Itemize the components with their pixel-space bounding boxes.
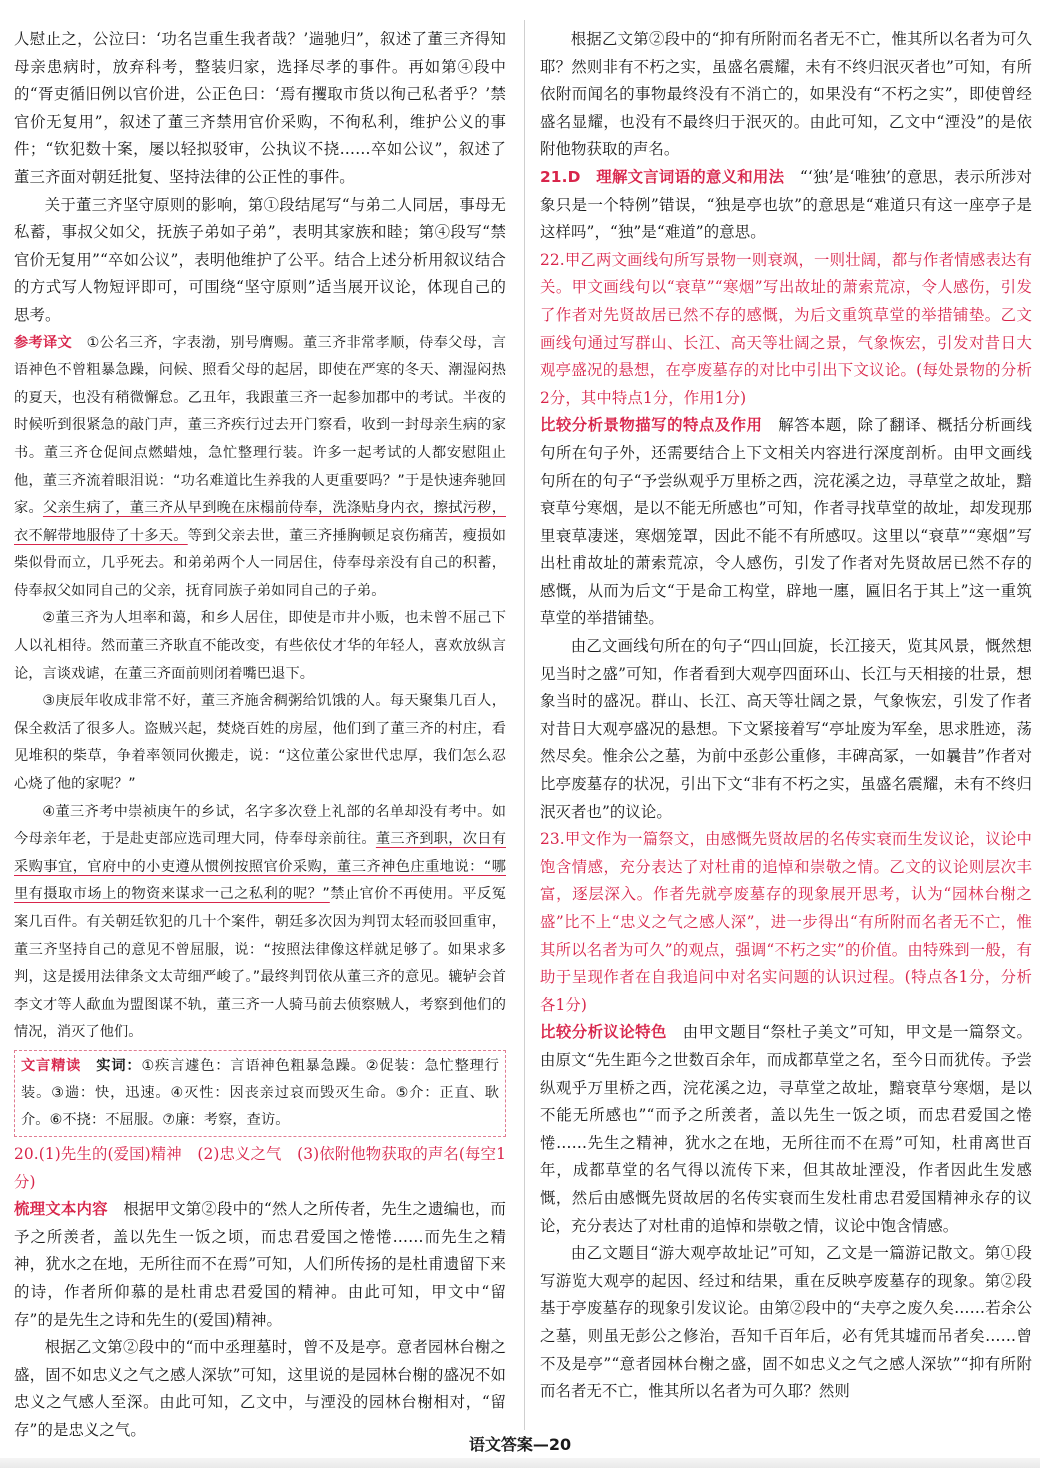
translation-para-2: ②董三齐为人坦率和蔼，和乡人居住，即使是市井小贩，也未曾不屈己下人以礼相待。然而董三齐耿直不能改变，有些依仗才华的年轻人，喜欢放纵言论，言谈戏谑，在董三齐面前则闭着嘴巴退下。	[14, 610, 506, 682]
paragraph	[540, 1019, 1032, 1240]
paragraph	[14, 1196, 506, 1334]
answer-21	[540, 164, 1032, 247]
page-footer: 语文答案—20	[468, 1435, 572, 1454]
section-tag: 比较分析议论特色	[540, 1023, 667, 1042]
text: 由甲文题目“祭杜子美文”可知，甲文是一篇祭文。由原文“先生距今之世数百余年，而成都草堂之名，至今日而犹传。予尝纵观乎万里桥之西，浣花溪之边，寻草堂之故址，黯衰草兮寒烟，是以不能无所感也”“而予之所羡者，盖以先生一饭之顷，而忠君爱国之惓惓……先生之精神，犹水之在地，无所往而不在焉”可知，杜甫离世百年，成都草堂的名气得以流传下来，但其故址湮没，作者因此生发感慨，然后由感慨先贤故居的名传实衰而生发杜甫忠君爱国精神永存的议论，充分表达了对杜甫的追悼和崇敬之情，议论中饱含情感。	[540, 1023, 1032, 1235]
paragraph: 由乙文画线句所在的句子“四山回旋，长江接天，览其风景，慨然想见当时之盛”可知，作者看到大观亭四面环山、长江与天相接的壮景，想象当时的盛况。群山、长江、高天等壮阔之景，气象恢宏，引发了作者对昔日大观亭盛况的悬想。下文紧接着写“亭址废为军垒，思求胜迹，荡然尽矣。惟余公之墓，为前中丞彭公重修，丰碑高冢，一如曩昔”作者对比亭废墓存的状况，引出下文“非有不朽之实，虽盛名震耀，未有不终归泯灭者也”的议论。	[540, 637, 1032, 821]
bottom-edge	[0, 1458, 1040, 1468]
section-tag: 梳理文本内容	[14, 1200, 108, 1219]
paragraph: 关于董三齐坚守原则的影响，第①段结尾写“与弟二人同居，事母无私蓄，事叔父如父，抚族子弟如子弟”，表明其家族和睦；第④段写“禁官价无复用”“卒如公议”，表明他维护了公平。结合上述分析用叙议结合的方式写人物短评即可，可围绕“坚守原则”适当展开议论，体现自己的思考。	[14, 195, 506, 324]
column-divider	[524, 20, 525, 1430]
text: “‘独’是‘唯独’的意思，表示所涉对象只是一个特例”错误，“独是亭也欤”的意思是“难道只有这一座亭子是这样吗”，“独”是“难道”的意思。	[540, 167, 1032, 242]
right-column	[540, 26, 1032, 1406]
section-tag: 比较分析景物描写的特点及作用	[540, 416, 763, 435]
translation-para-1	[14, 330, 506, 606]
paragraph: 根据乙文第②段中的“而中丞理墓时，曾不及是亭。意者园林台榭之盛，固不如忠义之气之感人深欤”可知，这里说的是园林台榭的盛况不如忠义之气感人至深。由此可知，乙文中，与湮没的园林台榭相对，“留存”的是忠义之气。	[14, 1338, 506, 1439]
paragraph: 人慰止之，公泣曰：‘功名岂重生我者哉？’遄驰归”，叙述了董三齐得知母亲患病时，放弃科考，整装归家，选择尽孝的事件。再如第④段中的“胥吏循旧例以官价进，公正色曰：‘焉有攫取市货以徇己私者乎？’禁官价无复用”，叙述了董三齐禁用官价采购，不徇私利，维护公义的事件；“钦犯数十案，屡以轻拟驳审，公执议不挠……卒如公议”，叙述了董三齐面对朝廷批复、坚持法律的公正性的事件。	[14, 30, 506, 186]
box-tag: 文言精读	[21, 1057, 82, 1074]
box-body: ①疾言遽色：言语神色粗暴急躁。②促装：急忙整理行装。③遄：快，迅速。④灭性：因丧亲过哀而毁灭生命。⑤介：正直、耿介。⑥不挠：不屈服。⑦廉：考察，查访。	[21, 1057, 500, 1128]
text: 解答本题，除了翻译、概括分析画线句所在句子外，还需要结合上下文相关内容进行深度剖析。由甲文画线句所在的句子“予尝纵观乎万里桥之西，浣花溪之边，寻草堂之故址，黯衰草兮寒烟，是以不能无所感也”可知，作者寻找草堂的故址，却发现那里衰草凄迷，寒烟笼罩，因此不能不有所感叹。这里以“衰草”“寒烟”写出杜甫故址的萧索荒凉，令人感伤，引发了作者对先贤故居已然不存的感慨，从而为后文“于是命工构堂，辟地一廛，匾旧名于其上”这一重筑草堂的举措铺垫。	[540, 416, 1032, 628]
answer-22: 22.甲乙两文画线句所写景物一则衰飒，一则壮阔，都与作者情感表达有关。甲文画线句以“衰草”“寒烟”写出故址的萧索荒凉，令人感伤，引发了作者对先贤故居已然不存的感慨，为后文重筑草堂的举措铺垫。乙文画线句通过写群山、长江、高天等壮阔之景，气象恢宏，引发对昔日大观亭盛况的悬想，在亭废墓存的对比中引出下文议论。(每处景物的分析2分，其中特点1分，作用1分)	[540, 250, 1032, 407]
text: 等到父亲去世，董三齐捶胸顿足哀伤痛苦，瘦损如柴似骨而立，几乎死去。和弟弟两个人一同居住，侍奉母亲没有自己的积蓄，侍奉叔父如同自己的父亲，抚育同族子弟如同自己的子弟。	[14, 527, 507, 599]
underlined-sentence: 董三齐到职，次日有采购事宜，官府中的小吏遵从惯例按照官价采购，董三齐神色庄重地说：“哪里有摄取市场上的物资来谋求一己之私利的呢？”	[14, 831, 506, 903]
section-tag: 参考译文	[14, 334, 73, 351]
underlined-sentence: 父亲生病了，董三齐从早到晚在床榻前侍奉，洗涤贴身内衣，擦拭污秽，衣不解带地服侍了十多天。	[14, 500, 506, 544]
answer-23: 23.甲文作为一篇祭文，由感慨先贤故居的名传实衰而生发议论，议论中饱含情感，充分表达了对杜甫的追悼和崇敬之情。乙文的议论则层次丰富，逐层深入。作者先就亭废墓存的现象展开思考，认为“园林台榭之盛”比不上“忠义之气之感人深”，进一步得出“有所附而名者无不亡，惟其所以名者为可久”的观点，强调“不朽之实”的价值。由特殊到一般，有助于呈现作者在自我追问中对名实问题的认识过程。(特点各1分，分析各1分)	[540, 830, 1032, 1014]
text: ①公名三齐，字表渤，别号膺赐。董三齐非常孝顺，侍奉父母，言语神色不曾粗暴急躁，问候、照看父母的起居，即使在严寒的冬天、潮湿闷热的夏天，也没有稍微懈怠。乙丑年，我跟董三齐一起参加郡中的考试。半夜的时候听到很紧急的敲门声，董三齐疾行过去开门察看，收到一封母亲生病的家书。董三齐仓促间点燃蜡烛，急忙整理行装。许多一起考试的人都安慰阻止他，董三齐流着眼泪说：“功名难道比生养我的人更重要吗？”于是快速奔驰回家。	[14, 334, 507, 517]
paragraph: 根据乙文第②段中的“抑有所附而名者无不亡，惟其所以名者为可久耶？然则非有不朽之实，虽盛名震耀，未有不终归泯灭者也”可知，有所依附而闻名的事物最终没有不消亡的，如果没有“不朽之实”，即使曾经盛名显耀，也没有不最终归于泯灭的。由此可知，乙文中“湮没”的是依附他物获取的声名。	[540, 30, 1032, 159]
text: 禁止官价不再使用。平反冤案几百件。有关朝廷钦犯的几十个案件，朝廷多次因为判罚太轻而驳回重审，董三齐坚持自己的意见不曾屈服，说：“按照法律像这样就足够了。如果求多判，这是援用法律条文太苛细严峻了。”最终判罚依从董三齐的意见。辘轳会首李文才等人歃血为盟图谋不轨，董三齐一人骑马前去侦察贼人，考察到他们的情况，消灭了他们。	[14, 886, 506, 1041]
translation-para-3: ③庚辰年收成非常不好，董三齐施舍稠粥给饥饿的人。每天聚集几百人，保全救活了很多人。盗贼兴起，焚烧百姓的房屋，他们到了董三齐的村庄，看见堆积的柴草，争着率领同伙搬走，说：“这位董公家世代忠厚，我们怎么忍心烧了他的家呢？”	[14, 693, 506, 793]
box-keyword: 实词：	[96, 1057, 142, 1074]
translation-para-4	[14, 799, 506, 1047]
paragraph	[540, 412, 1032, 633]
section-tag: 21.D 理解文言词语的意义和用法	[540, 167, 785, 186]
text: 根据甲文第②段中的“然人之所传者，先生之遗编也，而予之所羡者，盖以先生一饭之顷，而忠君爱国之惓惓……而先生之精神，犹水之在地，无所往而不在焉”可知，人们所传扬的是杜甫遗留下来的诗，作者所仰慕的是杜甫忠君爱国的精神。由此可知，甲文中“留存”的是先生之诗和先生的(爱国)精神。	[14, 1200, 506, 1329]
answer-20: 20.(1)先生的(爱国)精神 (2)忠义之气 (3)依附他物获取的声名(每空1分)	[14, 1144, 506, 1191]
paragraph: 由乙文题目“游大观亭故址记”可知，乙文是一篇游记散文。第①段写游览大观亭的起因、经过和结果，重在反映亭废墓存的现象。第②段基于亭废墓存的现象引发议论。由第②段中的“夫亭之废久矣……若余公之墓，则虽无彭公之修治，吾知千百年后，必有凭其墟而吊者矣……曾不及是亭”“意者园林台榭之盛，固不如忠义之气之感人深欤”“抑有所附而名者无不亡，惟其所以名者为可久耶？然则	[540, 1244, 1032, 1401]
left-column	[14, 26, 506, 1445]
text: ④董三齐考中崇祯庚午的乡试，名字多次登上礼部的名单却没有考中。如今母亲年老，于是赴吏部应选司理大同，侍奉母亲前往。	[14, 803, 506, 848]
vocab-box	[14, 1050, 506, 1137]
